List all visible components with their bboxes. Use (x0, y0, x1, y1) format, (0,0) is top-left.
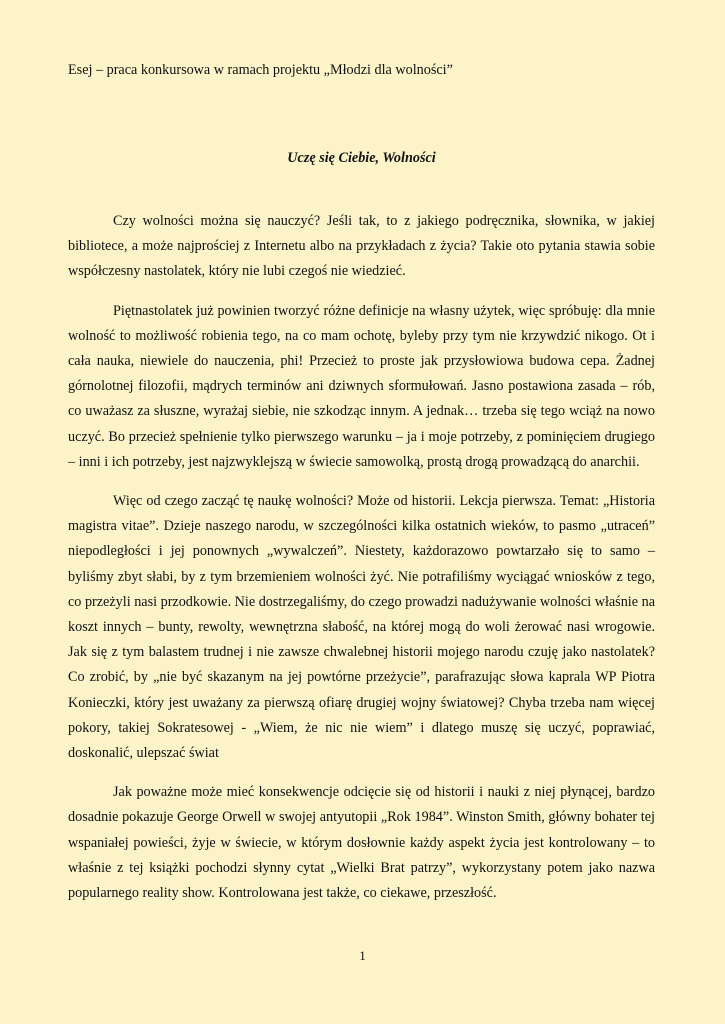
essay-body (68, 209, 655, 906)
page-content (68, 60, 655, 920)
paragraph-4: Jak poważne może mieć konsekwencje odcięcie się od historii i nauki z niej płynącej, bardzo dosadnie pokazuje George Orwell w swojej antyutopii „Rok 1984”. Winston Smith, główny bohater tej wspaniałej powieści, żyje w świecie, w którym dosłownie każdy aspekt życia jest kontrolowany – to właśnie z tej książki pochodzi słynny cytat „Wielki Brat patrzy”, wykorzystany potem jako nazwa popularnego reality show. Kontrolowana jest także, co ciekawe, przeszłość. (68, 784, 655, 902)
essay-header: Esej – praca konkursowa w ramach projektu „Młodzi dla wolności” (68, 62, 453, 78)
paragraph-1: Czy wolności można się nauczyć? Jeśli tak, to z jakiego podręcznika, słownika, w jakiej bibliotece, a może najprościej z Internetu albo na przykładach z życia? Takie oto pytania stawia sobie współczesny nastolatek, który nie lubi czegoś nie wiedzieć. (68, 213, 655, 280)
paragraph-3: Więc od czego zacząć tę naukę wolności? Może od historii. Lekcja pierwsza. Temat: „Historia magistra vitae”. Dzieje naszego narodu, w szczególności kilka ostatnich wieków, to pasmo „utraceń” niepodległości i jej ponownych „wywalczeń”. Niestety, każdorazowo powtarzało się to samo – byliśmy zbyt słabi, by z tym brzemieniem wolności żyć. Nie potrafiliśmy wyciągać wniosków z tego, co przeżyli nasi przodkowie. Nie dostrzegaliśmy, do czego prowadzi nadużywanie wolności właśnie na koszt innych – bunty, rewolty, wewnętrzna słabość, na której mogą do woli żerować nasi wrogowie. Jak się z tym balastem trudnej i nie zawsze chwalebnej historii mojego narodu czuję jako nastolatek? Co zrobić, by „nie być skazanym na jej powtórne przeżycie”, parafrazując słowa kaprala WP Piotra Konieczki, który jest uważany za pierwszą ofiarę drugiej wojny światowej? Chyba trzeba nam więcej pokory, takiej Sokratesowej - „Wiem, że nic nie wiem” i dlatego muszę się uczyć, poprawiać, doskonalić, ulepszać świat (68, 493, 655, 762)
page-number: 1 (359, 948, 366, 963)
essay-title: Uczę się Ciebie, Wolności (287, 150, 436, 166)
paragraph-2: Piętnastolatek już powinien tworzyć różne definicje na własny użytek, więc spróbuję: dla mnie wolność to możliwość robienia tego, na co mam ochotę, byleby przy tym nie krzywdzić nikogo. Ot i cała nauka, niewiele do nauczenia, phi! Przecież to proste jak przysłowiowa budowa cepa. Żadnej górnolotnej filozofii, mądrych terminów ani dziwnych sformułowań. Jasno postawiona zasada – rób, co uważasz za słuszne, wyrażaj siebie, nie szkodząc innym. A jednak… trzeba się tego wciąż na nowo uczyć. Bo przecież spełnienie tylko pierwszego warunku – ja i moje potrzeby, z pominięciem drugiego – inni i ich potrzeby, jest najzwyklejszą w świecie samowolką, prostą drogą prowadzącą do anarchii. (68, 302, 655, 470)
